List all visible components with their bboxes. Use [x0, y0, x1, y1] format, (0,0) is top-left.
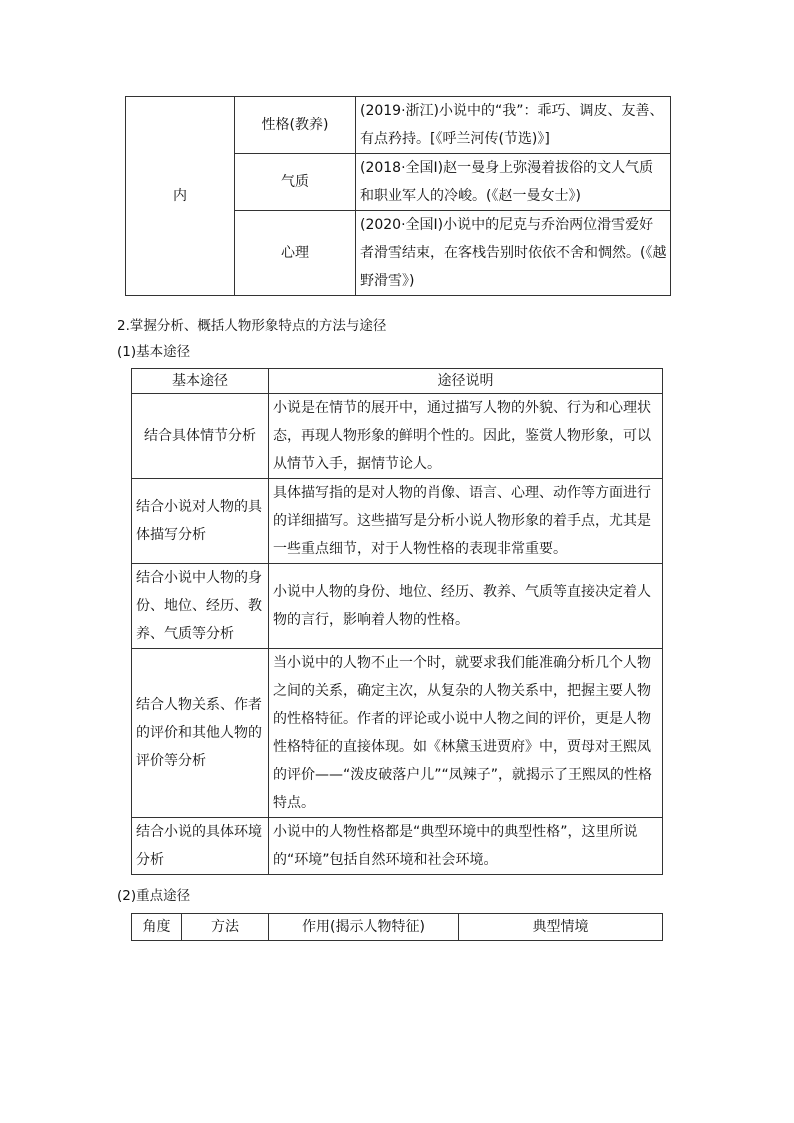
basic-approaches-table [131, 368, 663, 875]
column-header: 典型情境 [459, 914, 663, 941]
description-cell: 小说是在情节的展开中，通过描写人物的外貌、行为和心理状态，再现人物形象的鲜明个性的。因此，鉴赏人物形象，可以从情节入手，据情节论人。 [269, 394, 663, 479]
column-header: 途径说明 [269, 369, 663, 394]
description-cell: 具体描写指的是对人物的肖像、语言、心理、动作等方面进行的详细描写。这些描写是分析小说人物形象的着手点，尤其是一些重点细节，对于人物性格的表现非常重要。 [269, 479, 663, 564]
column-header: 角度 [132, 914, 182, 941]
table-row [132, 818, 663, 875]
approach-cell: 结合小说中人物的身份、地位、经历、教养、气质等分析 [132, 564, 269, 649]
table-row [132, 394, 663, 479]
section-heading: 2.掌握分析、概括人物形象特点的方法与途径 [117, 318, 387, 334]
table-row [132, 479, 663, 564]
column-header: 基本途径 [132, 369, 269, 394]
description-cell: 小说中人物的身份、地位、经历、教养、气质等直接决定着人物的言行，影响着人物的性格。 [269, 564, 663, 649]
column-header: 作用(揭示人物特征) [269, 914, 459, 941]
aspect-cell: 心理 [235, 211, 356, 296]
example-cell: (2020·全国Ⅰ)小说中的尼克与乔治两位滑雪爱好者滑雪结束，在客栈告别时依依不舍和惆然。(《越野滑雪》) [356, 211, 671, 296]
subsection-heading-basic: (1)基本途径 [117, 344, 191, 360]
key-approaches-table [131, 913, 663, 941]
table-row [126, 97, 671, 154]
table-header-row [132, 914, 663, 941]
approach-cell: 结合小说的具体环境分析 [132, 818, 269, 875]
column-header: 方法 [182, 914, 269, 941]
approach-cell: 结合人物关系、作者的评价和其他人物的评价等分析 [132, 649, 269, 818]
example-cell: (2019·浙江)小说中的“我”：乖巧、调皮、友善、有点矜持。[《呼兰河传(节选)》] [356, 97, 671, 154]
aspect-cell: 气质 [235, 154, 356, 211]
table-row [132, 564, 663, 649]
description-cell: 小说中的人物性格都是“典型环境中的典型性格”，这里所说的“环境”包括自然环境和社会环境。 [269, 818, 663, 875]
example-cell: (2018·全国Ⅰ)赵一曼身上弥漫着拔俗的文人气质和职业军人的冷峻。(《赵一曼女士》) [356, 154, 671, 211]
approach-cell: 结合具体情节分析 [132, 394, 269, 479]
description-cell: 当小说中的人物不止一个时，就要求我们能准确分析几个人物之间的关系，确定主次，从复杂的人物关系中，把握主要人物的性格特征。作者的评论或小说中人物之间的评价，更是人物性格特征的直接体现。如《林黛玉进贾府》中，贾母对王熙凤的评价——“泼皮破落户儿”“凤辣子”，就揭示了王熙凤的性格特点。 [269, 649, 663, 818]
approach-cell: 结合小说对人物的具体描写分析 [132, 479, 269, 564]
table-header-row [132, 369, 663, 394]
character-traits-table [125, 96, 671, 296]
category-cell: 内 [126, 97, 235, 296]
table-row [132, 649, 663, 818]
subsection-heading-key: (2)重点途径 [117, 888, 191, 904]
aspect-cell: 性格(教养) [235, 97, 356, 154]
